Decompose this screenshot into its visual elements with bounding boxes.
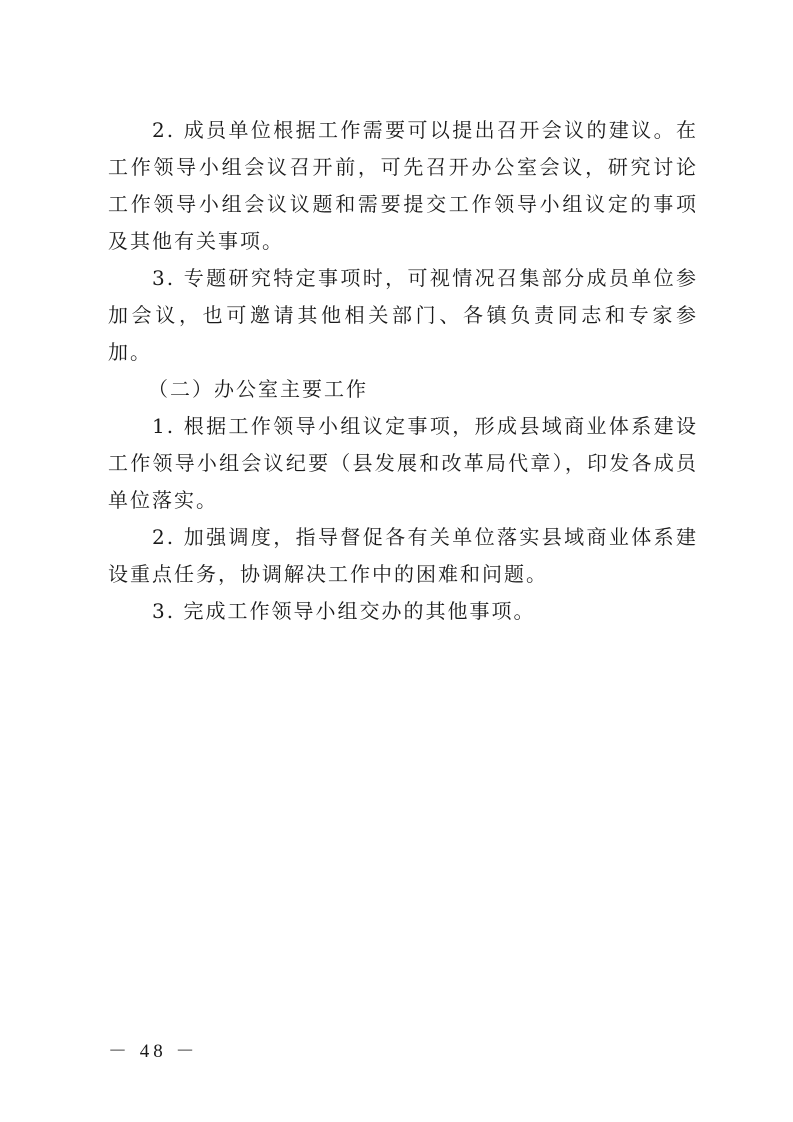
paragraph-meeting-suggestion: 2. 成员单位根据工作需要可以提出召开会议的建议。在工作领导小组会议召开前，可先召开办公室会议，研究讨论工作领导小组会议议题和需要提交工作领导小组议定的事项及其他有关事项。 (108, 118, 698, 253)
document-body (108, 112, 698, 630)
section-heading-office-duties: （二）办公室主要工作 (148, 377, 368, 401)
paragraph-coordination: 2. 加强调度，指导督促各有关单位落实县域商业体系建设重点任务，协调解决工作中的困难和问题。 (108, 525, 698, 586)
paragraph-other-tasks: 3. 完成工作领导小组交办的其他事项。 (152, 599, 536, 623)
page-number: － 48 － (108, 1041, 199, 1062)
paragraph-special-topic: 3. 专题研究特定事项时，可视情况召集部分成员单位参加会议，也可邀请其他相关部门、各镇负责同志和专家参加。 (108, 266, 698, 364)
paragraph-meeting-minutes: 1. 根据工作领导小组议定事项，形成县域商业体系建设工作领导小组会议纪要（县发展和改革局代章），印发各成员单位落实。 (108, 414, 698, 512)
